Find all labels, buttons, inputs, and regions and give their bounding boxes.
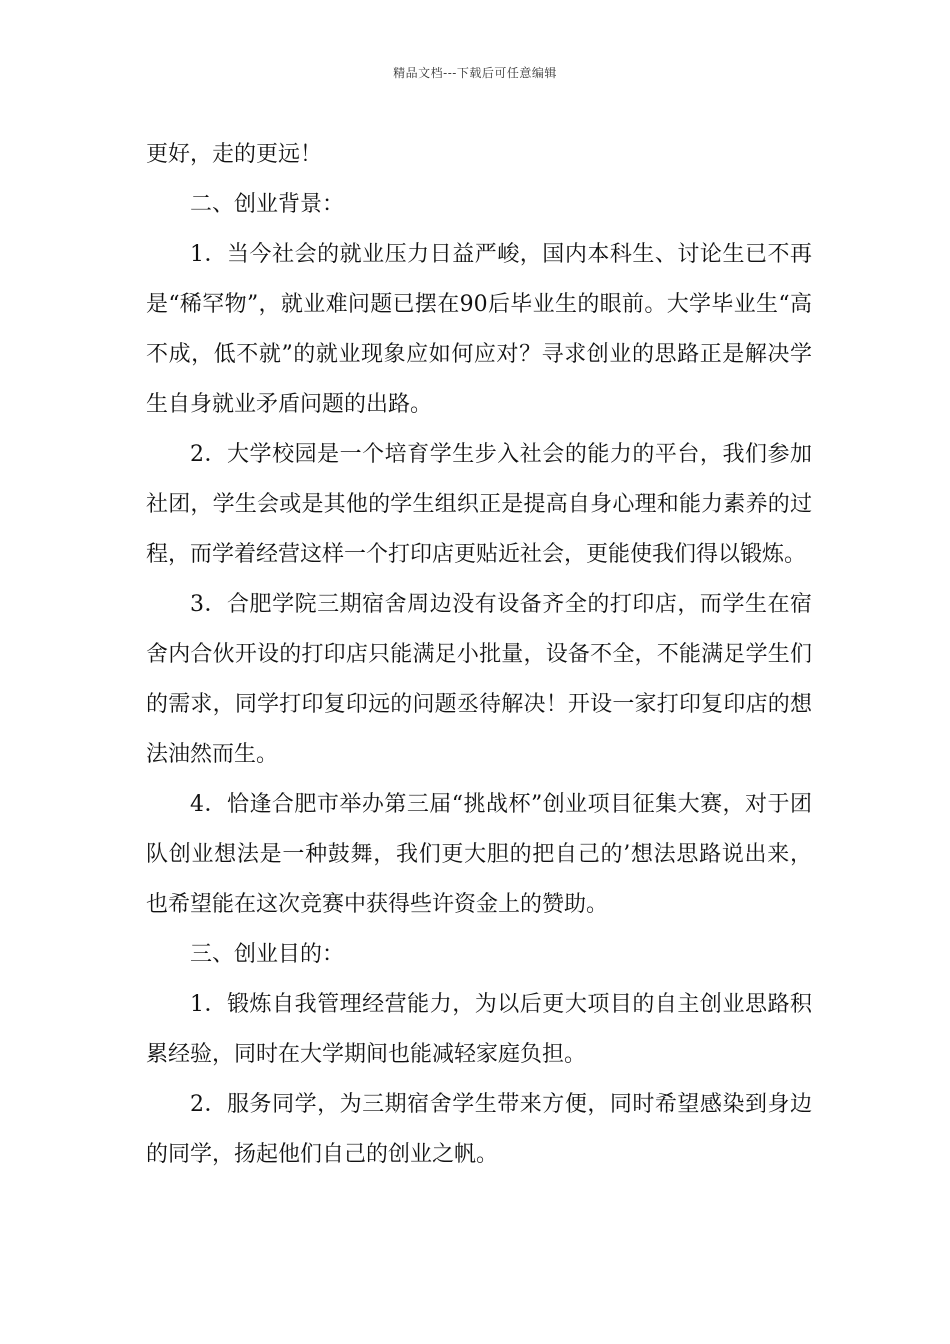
paragraph-background-3: 3．合肥学院三期宿舍周边没有设备齐全的打印店，而学生在宿舍内合伙开设的打印店只能满足小批量，设备不全，不能满足学生们的需求，同学打印复印远的问题丞待解决！开设一家打印复印店的想法油然而生。 [146,592,812,767]
paragraph-continuation: 更好，走的更远！ [146,142,323,167]
page-header: 精品文档---下载后可任意编辑 [393,66,557,80]
document-body [146,130,812,1180]
paragraph-purpose-1: 1．锻炼自我管理经营能力，为以后更大项目的自主创业思路积累经验，同时在大学期间也能减轻家庭负担。 [146,992,812,1067]
paragraph-purpose-2: 2．服务同学，为三期宿舍学生带来方便，同时希望感染到身边的同学，扬起他们自己的创业之帆。 [146,1092,812,1167]
paragraph-background-1: 1．当今社会的就业压力日益严峻，国内本科生、讨论生已不再是“稀罕物”，就业难问题已摆在90后毕业生的眼前。大学毕业生“高不成，低不就”的就业现象应如何应对？寻求创业的思路正是解决学生自身就业矛盾问题的出路。 [146,242,812,417]
paragraph-background-2: 2．大学校园是一个培育学生步入社会的能力的平台，我们参加社团，学生会或是其他的学生组织正是提高自身心理和能力素养的过程，而学着经营这样一个打印店更贴近社会，更能使我们得以锻炼。 [146,442,812,567]
section-heading-purpose: 三、创业目的： [190,942,345,967]
section-heading-background: 二、创业背景： [190,192,345,217]
paragraph-background-4: 4．恰逢合肥市举办第三届“挑战杯”创业项目征集大赛，对于团队创业想法是一种鼓舞，我们更大胆的把自己的’想法思路说出来，也希望能在这次竞赛中获得些许资金上的赞助。 [146,792,812,917]
